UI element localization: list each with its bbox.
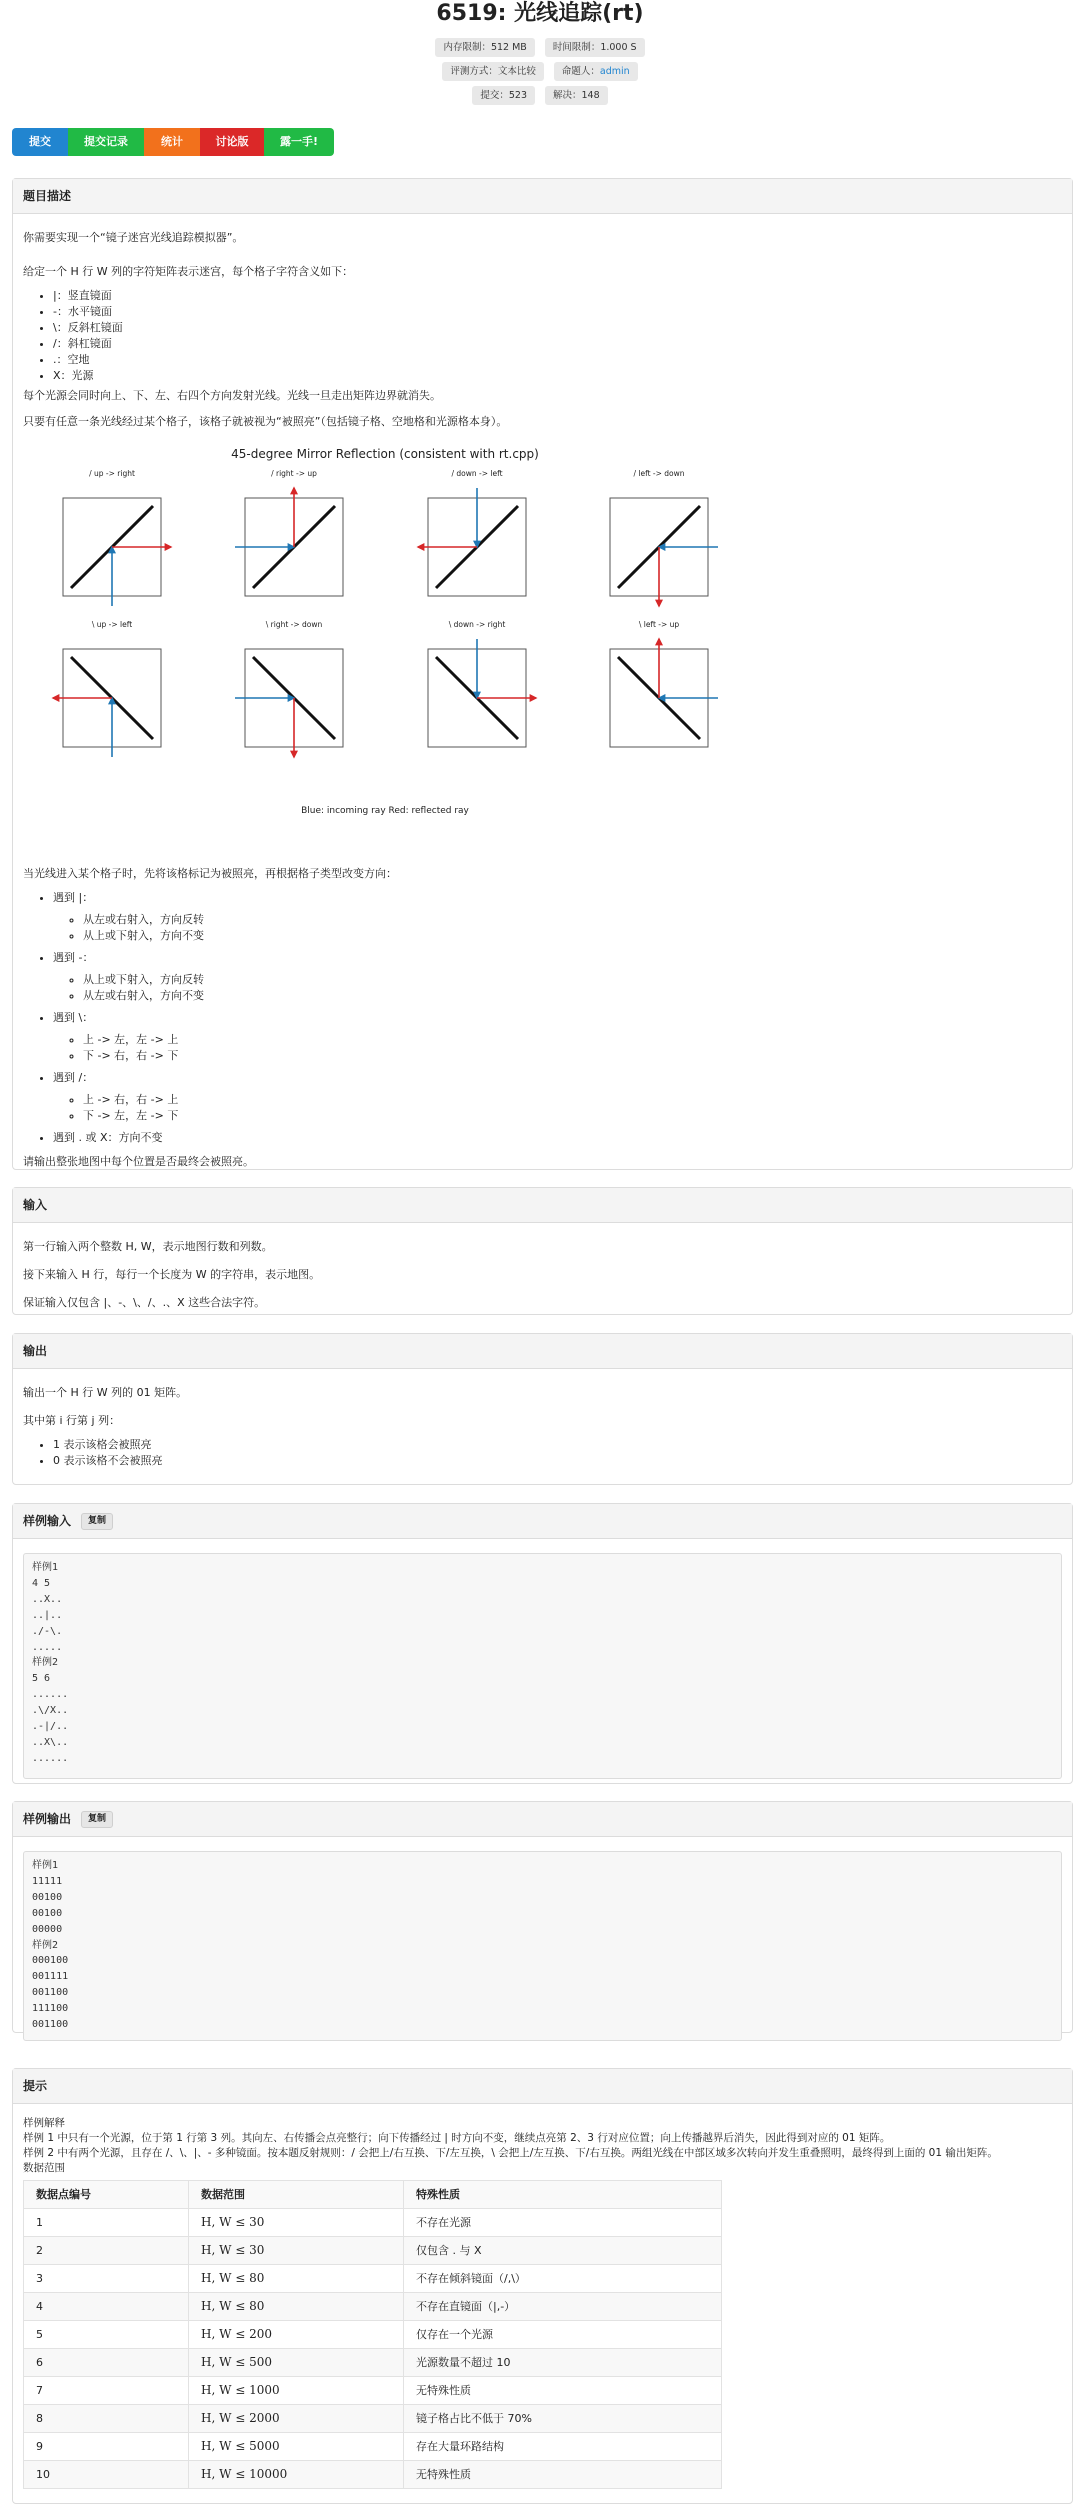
meta-row-1 [0, 38, 1080, 57]
test-id-cell: 8 [24, 2405, 189, 2433]
table-header: 数据范围 [189, 2181, 404, 2209]
test-id-cell: 6 [24, 2349, 189, 2377]
property-cell: 仅存在一个光源 [404, 2321, 722, 2349]
input-heading: 输入 [13, 1188, 1072, 1223]
range-cell: H, W ≤ 200 [189, 2321, 404, 2349]
table-header: 特殊性质 [404, 2181, 722, 2209]
panel-label: \ up -> left [91, 620, 133, 629]
test-id-cell: 5 [24, 2321, 189, 2349]
sample-explanation-label: 样例解释 [23, 2117, 65, 2129]
submit-button[interactable]: 提交 [12, 128, 68, 156]
description-panel [12, 178, 1073, 1170]
description-heading: 题目描述 [13, 179, 1072, 214]
test-id-cell: 1 [24, 2209, 189, 2237]
solved-count-badge: 解决：148 [545, 86, 608, 105]
rule-label: 遇到 |： [53, 891, 94, 904]
rule-sub-item: ◦ 上 -> 左，左 -> 上 [83, 1032, 1062, 1048]
input-line: 接下来输入 H 行，每行一个长度为 W 的字符串，表示地图。 [23, 1268, 321, 1281]
property-cell: 不存在光源 [404, 2209, 722, 2237]
meta-row-2 [0, 62, 1080, 81]
property-cell: 无特殊性质 [404, 2461, 722, 2489]
panel-label: \ right -> down [265, 620, 323, 629]
rule-sub-item: ◦ 上 -> 右，右 -> 上 [83, 1092, 1062, 1108]
mirror-figure-svg [23, 438, 1059, 848]
meta-row-3 [0, 86, 1080, 105]
list-item: • 0 表示该格不会被照亮 [53, 1453, 1062, 1469]
table-row [24, 2433, 722, 2461]
intro-text: 你需要实现一个“镜子迷宫光线追踪模拟器”。 [23, 231, 244, 244]
panel-label: \ down -> right [448, 620, 506, 629]
grid-text: 给定一个 H 行 W 列的字符矩阵表示迷宫，每个格子字符含义如下： [23, 265, 354, 278]
range-cell: H, W ≤ 500 [189, 2349, 404, 2377]
test-id-cell: 3 [24, 2265, 189, 2293]
hint-heading: 提示 [13, 2069, 1072, 2104]
output-list [23, 1437, 1062, 1469]
statistics-button[interactable]: 统计 [144, 128, 200, 156]
problem-title: 6519: 光线追踪(rt) [436, 1, 644, 26]
sample-explanation-1: 样例 1 中只有一个光源，位于第 1 行第 3 列。其向左、右传播会点亮整行；向下传播经过 | 时方向不变，继续点亮第 2、3 行对应位置；向上传播越界后消失，因此得到对应的 01 矩阵。 [23, 2132, 891, 2144]
rule-label: 遇到 -： [53, 951, 94, 964]
property-cell: 无特殊性质 [404, 2377, 722, 2405]
table-row [24, 2265, 722, 2293]
submission-records-button[interactable]: 提交记录 [68, 128, 144, 156]
rule-sub-item: ◦ 从上或下射入，方向不变 [83, 928, 1062, 944]
rule-sub-item: ◦ 从左或右射入，方向不变 [83, 988, 1062, 1004]
test-id-cell: 2 [24, 2237, 189, 2265]
author-link[interactable]: admin [599, 66, 630, 77]
list-item: • \：反斜杠镜面 [53, 320, 1062, 336]
property-cell: 仅包含 . 与 X [404, 2237, 722, 2265]
test-id-cell: 10 [24, 2461, 189, 2489]
copy-sample-output-button[interactable]: 复制 [81, 1811, 113, 1828]
range-cell: H, W ≤ 5000 [189, 2433, 404, 2461]
list-item: • 1 表示该格会被照亮 [53, 1437, 1062, 1453]
output-line: 其中第 i 行第 j 列： [23, 1414, 121, 1427]
range-cell: H, W ≤ 30 [189, 2209, 404, 2237]
rule-item [53, 1010, 1062, 1064]
rule-item [53, 950, 1062, 1004]
rule-label: 遇到 . 或 X：方向不变 [53, 1131, 163, 1144]
rule-sub-item: ◦ 下 -> 左，左 -> 下 [83, 1108, 1062, 1124]
memory-limit-badge: 内存限制：512 MB [435, 38, 534, 57]
discussion-button[interactable]: 讨论版 [200, 128, 264, 156]
table-row [24, 2321, 722, 2349]
copy-sample-input-button[interactable]: 复制 [81, 1513, 113, 1530]
table-header: 数据点编号 [24, 2181, 189, 2209]
list-item: • X：光源 [53, 368, 1062, 384]
show-off-button[interactable]: 露一手! [264, 128, 334, 156]
panel-label: / right -> up [271, 469, 317, 478]
time-limit-badge: 时间限制：1.000 S [545, 38, 645, 57]
action-bar [12, 128, 334, 156]
property-cell: 存在大量环路结构 [404, 2433, 722, 2461]
range-cell: H, W ≤ 2000 [189, 2405, 404, 2433]
range-cell: H, W ≤ 80 [189, 2265, 404, 2293]
sample-input-code: 样例1 4 5 ..X.. ..|.. ./-\. ..... 样例2 5 6 ...... .\/X.. .-|/.. ..X\.. ...... [23, 1553, 1062, 1779]
input-line: 保证输入仅包含 |、-、\、/、.、X 这些合法字符。 [23, 1296, 266, 1309]
list-item: • .：空地 [53, 352, 1062, 368]
panel-label: / left -> down [633, 469, 685, 478]
property-cell: 不存在直镜面（|,-） [404, 2293, 722, 2321]
hint-panel [12, 2068, 1073, 2504]
range-cell: H, W ≤ 30 [189, 2237, 404, 2265]
table-row [24, 2461, 722, 2489]
range-cell: H, W ≤ 1000 [189, 2377, 404, 2405]
judge-mode-badge: 评测方式：文本比较 [442, 62, 544, 81]
figure-title: 45-degree Mirror Reflection (consistent with rt.cpp) [231, 447, 539, 461]
list-item: • |：竖直镜面 [53, 288, 1062, 304]
property-cell: 不存在倾斜镜面（/,\） [404, 2265, 722, 2293]
rays-text: 每个光源会同时向上、下、左、右四个方向发射光线。光线一旦走出矩阵边界就消失。 [23, 389, 441, 402]
submit-count-badge: 提交：523 [472, 86, 535, 105]
char-list [23, 288, 1062, 384]
property-cell: 镜子格占比不低于 70% [404, 2405, 722, 2433]
outro-text: 请输出整张地图中每个位置是否最终会被照亮。 [23, 1155, 254, 1168]
test-id-cell: 9 [24, 2433, 189, 2461]
rule-item [53, 1130, 1062, 1146]
table-row [24, 2237, 722, 2265]
input-line: 第一行输入两个整数 H, W，表示地图行数和列数。 [23, 1240, 273, 1253]
table-row [24, 2377, 722, 2405]
range-cell: H, W ≤ 10000 [189, 2461, 404, 2489]
panel-label: \ left -> up [638, 620, 680, 629]
panel-label: / down -> left [451, 469, 503, 478]
sample-input-panel [12, 1503, 1073, 1784]
mirror-reflection-figure [23, 438, 1059, 848]
range-cell: H, W ≤ 80 [189, 2293, 404, 2321]
list-item: • /：斜杠镜面 [53, 336, 1062, 352]
output-heading: 输出 [13, 1334, 1072, 1369]
rule-label: 遇到 \： [53, 1011, 94, 1024]
sample-input-heading: 样例输入 [23, 1514, 72, 1528]
output-line: 输出一个 H 行 W 列的 01 矩阵。 [23, 1386, 188, 1399]
table-row [24, 2293, 722, 2321]
property-cell: 光源数量不超过 10 [404, 2349, 722, 2377]
sample-output-panel [12, 1801, 1073, 2033]
lit-text: 只要有任意一条光线经过某个格子，该格子就被视为“被照亮”（包括镜子格、空地格和光源格本身）。 [23, 415, 508, 428]
output-panel [12, 1333, 1073, 1485]
rule-sub-item: ◦ 从上或下射入，方向反转 [83, 972, 1062, 988]
rule-intro: 当光线进入某个格子时，先将该格标记为被照亮，再根据格子类型改变方向： [23, 867, 397, 880]
rule-sub-item: ◦ 下 -> 右，右 -> 下 [83, 1048, 1062, 1064]
rule-item [53, 1070, 1062, 1124]
table-row [24, 2349, 722, 2377]
data-range-table [23, 2180, 722, 2489]
table-row [24, 2209, 722, 2237]
data-range-label: 数据范围 [23, 2162, 65, 2174]
sample-explanation-2: 样例 2 中有两个光源，且存在 /、\、|、- 多种镜面。按本题反射规则：/ 会把上/右互换、下/左互换，\ 会把上/左互换、下/右互换。两组光线在中部区域多次转向并发生重叠照明，最终得到上面的 01 输出矩阵。 [23, 2147, 998, 2159]
sample-input-header [13, 1504, 1072, 1539]
table-row [24, 2405, 722, 2433]
list-item: • -：水平镜面 [53, 304, 1062, 320]
sample-output-heading: 样例输出 [23, 1812, 72, 1826]
rule-label: 遇到 /： [53, 1071, 94, 1084]
rule-sub-item: ◦ 从左或右射入，方向反转 [83, 912, 1062, 928]
input-panel [12, 1187, 1073, 1315]
test-id-cell: 4 [24, 2293, 189, 2321]
sample-output-header [13, 1802, 1072, 1837]
author-badge [554, 62, 638, 81]
author-label: 命题人： [561, 66, 600, 77]
figure-legend: Blue: incoming ray Red: reflected ray [301, 806, 469, 816]
panel-label: / up -> right [89, 469, 135, 478]
rule-item [53, 890, 1062, 944]
test-id-cell: 7 [24, 2377, 189, 2405]
rule-list [23, 890, 1062, 1146]
sample-output-code: 样例1 11111 00100 00100 00000 样例2 000100 001111 001100 111100 001100 [23, 1851, 1062, 2041]
